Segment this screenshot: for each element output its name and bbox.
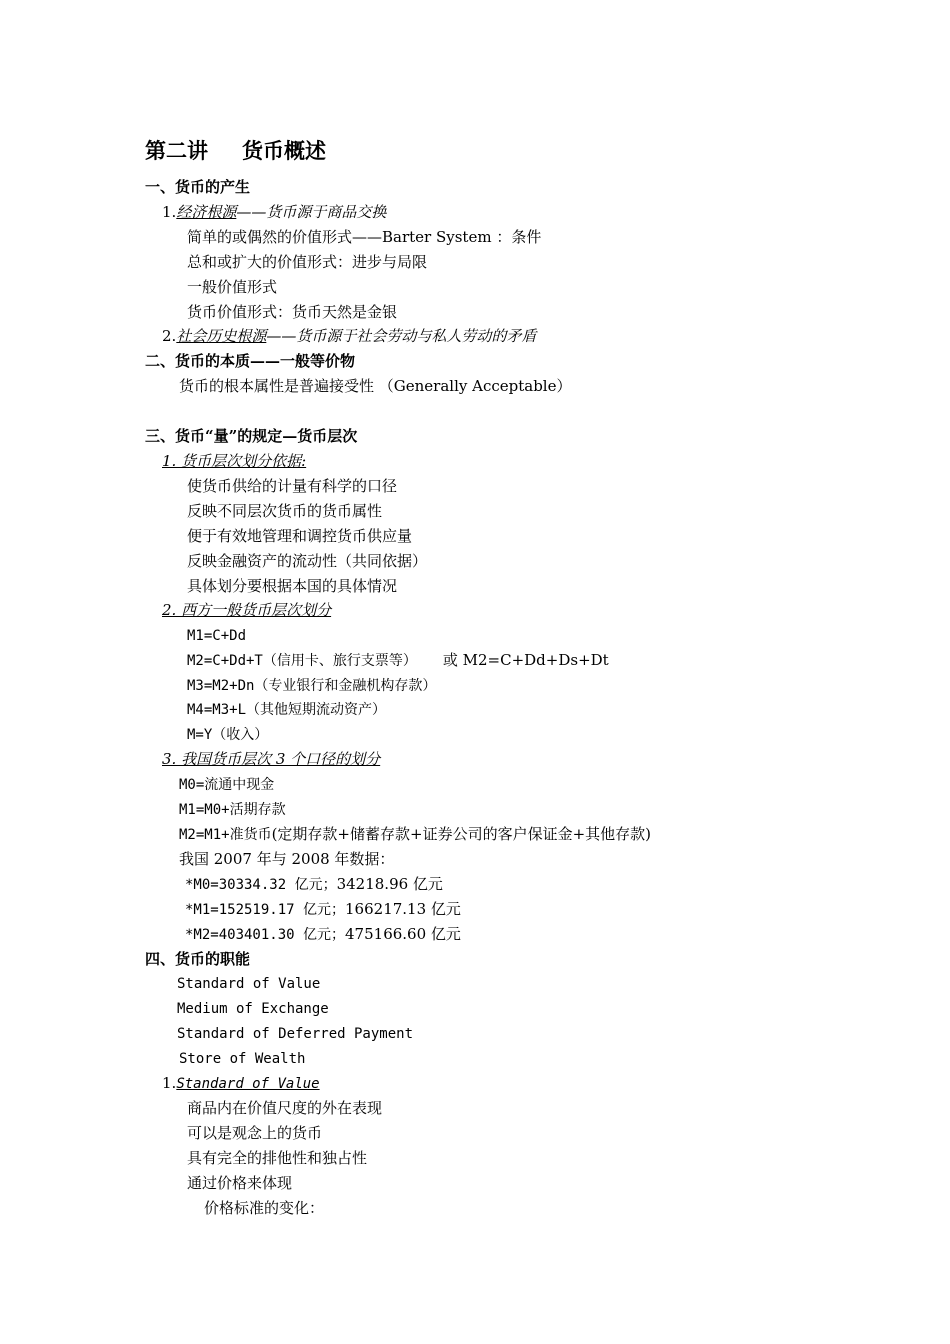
list-item: 反映金融资产的流动性（共同依据） <box>187 552 428 570</box>
list-item: 货币价值形式：货币天然是金银 <box>187 303 398 321</box>
point-1-basis: 1. 货币层次划分依据: <box>162 452 307 470</box>
point-label: 社会历史根源 <box>176 327 267 345</box>
data-m1-2008: 166217.13 亿元 <box>345 900 461 918</box>
function-item: Standard of Value <box>177 976 321 992</box>
point-2-social-root <box>162 326 536 346</box>
data-intro: 我国 2007 年与 2008 年数据： <box>179 850 395 868</box>
formula-m-income: M=Y（收入） <box>187 727 269 743</box>
point-text: ——货币源于商品交换 <box>236 203 387 221</box>
cn-formula-m2-a: M2=M1+准货币 <box>179 827 272 843</box>
function-item: Medium of Exchange <box>177 1001 329 1017</box>
cn-formula-m2-b: (定期存款+储蓄存款+证券公司的客户保证金+其他存款) <box>271 825 651 843</box>
list-item: 反映不同层次货币的货币属性 <box>187 502 383 520</box>
data-m2-2008: 475166.60 亿元 <box>345 925 461 943</box>
cn-formula-m0: M0=流通中现金 <box>179 777 275 793</box>
title-part-topic: 货币概述 <box>242 138 326 163</box>
function-item: Standard of Deferred Payment <box>177 1026 414 1042</box>
section-heading-1: 一、货币的产生 <box>145 178 251 196</box>
data-m1-2007: *M1=152519.17 亿元； <box>185 902 346 918</box>
data-m1 <box>185 899 461 919</box>
list-item: 可以是观念上的货币 <box>187 1124 323 1142</box>
point-label: 经济根源 <box>176 203 237 221</box>
list-item: 便于有效地管理和调控货币供应量 <box>187 527 413 545</box>
data-m0 <box>185 874 443 894</box>
data-m0-2008: 34218.96 亿元 <box>336 875 443 893</box>
cn-formula-m2 <box>179 824 651 844</box>
formula-m2 <box>187 650 609 670</box>
data-m2-2007: *M2=403401.30 亿元； <box>185 927 346 943</box>
list-item: 具体划分要根据本国的具体情况 <box>187 577 398 595</box>
point-1-economic-root <box>162 202 386 222</box>
title-part-lecture: 第二讲 <box>145 138 208 163</box>
list-item: 总和或扩大的价值形式：进步与局限 <box>187 253 428 271</box>
section-heading-2: 二、货币的本质——一般等价物 <box>145 352 356 370</box>
section-heading-4: 四、货币的职能 <box>145 950 251 968</box>
point-3-china: 3. 我国货币层次 3 个口径的划分 <box>162 750 381 768</box>
formula-m1: M1=C+Dd <box>187 628 247 644</box>
list-item: 简单的或偶然的价值形式——Barter System ：条件 <box>187 228 542 246</box>
formula-m2-a: M2=C+Dd+T（信用卡、旅行支票等） <box>187 653 417 669</box>
list-item: 使货币供给的计量有科学的口径 <box>187 477 398 495</box>
section-2-text: 货币的根本属性是普遍接受性 （Generally Acceptable） <box>179 377 572 395</box>
point-1-standard-of-value <box>162 1073 320 1093</box>
page-title <box>145 138 326 164</box>
point-number: 1. <box>162 203 177 221</box>
list-item: 通过价格来体现 <box>187 1174 293 1192</box>
list-item: 具有完全的排他性和独占性 <box>187 1149 368 1167</box>
formula-m2-b: 或 M2=C+Dd+Ds+Dt <box>442 651 609 669</box>
point-text: ——货币源于社会劳动与私人劳动的矛盾 <box>266 327 537 345</box>
formula-m4: M4=M3+L（其他短期流动资产） <box>187 702 387 718</box>
list-item: 商品内在价值尺度的外在表现 <box>187 1099 383 1117</box>
point-2-western: 2. 西方一般货币层次划分 <box>162 601 332 619</box>
function-item: Store of Wealth <box>179 1051 306 1067</box>
point-number: 1. <box>162 1074 177 1092</box>
data-m2 <box>185 924 461 944</box>
data-m0-2007: *M0=30334.32 亿元； <box>185 877 337 893</box>
list-item: 一般价值形式 <box>187 278 278 296</box>
point-number: 2. <box>162 327 177 345</box>
cn-formula-m1: M1=M0+活期存款 <box>179 802 286 818</box>
sub-item: 价格标准的变化： <box>204 1199 325 1217</box>
formula-m3: M3=M2+Dn（专业银行和金融机构存款） <box>187 678 437 694</box>
point-label: Standard of Value <box>176 1076 320 1092</box>
section-heading-3: 三、货币“量”的规定—货币层次 <box>145 427 358 445</box>
